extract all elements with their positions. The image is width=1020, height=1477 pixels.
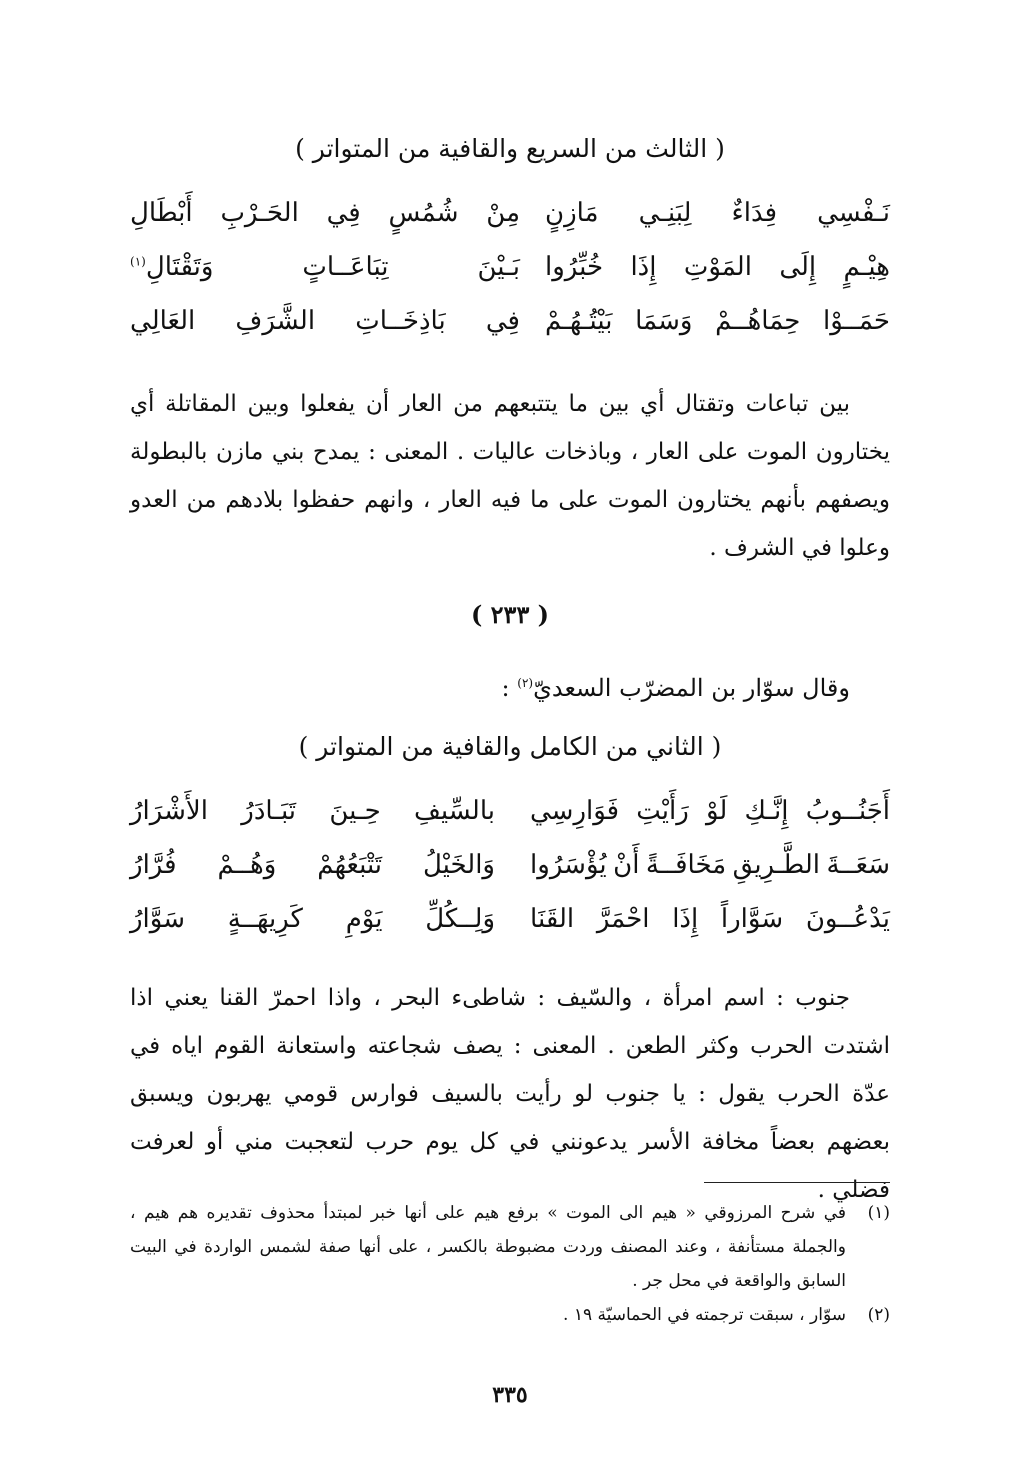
verse-word: مِنْ bbox=[486, 198, 520, 228]
verse-word: بَيْتُـهُـمْ bbox=[545, 306, 613, 336]
verse-word: كَرِيهَــةٍ bbox=[227, 904, 303, 934]
footnote-text: في شرح المرزوقي « هيم الى الموت » برفع هيم على أنها خبر لمبتدأ محذوف تقديره هم هيم ، والجملة مستأنفة ، وعند المصنف وردت مضبوطة بالكسر ، على أنها صفة لشمس الواردة في البيت السابق والواقعة في محل جر . bbox=[130, 1203, 846, 1291]
poem-number: ( ٢٣٣ ) bbox=[470, 600, 550, 629]
verse-word: هِيْـمٍ bbox=[843, 252, 890, 282]
verse-word: وَهُــمْ bbox=[217, 850, 277, 880]
footnote bbox=[130, 1196, 890, 1298]
verse-word: تَتْبَعُهُمْ bbox=[317, 850, 383, 880]
verse-word: يَوْمِ bbox=[345, 904, 383, 934]
first-hemistich bbox=[530, 784, 890, 838]
first-hemistich bbox=[530, 892, 890, 946]
verse-word: لِبَنِـي bbox=[638, 198, 692, 228]
verse-word: فُرَّارُ bbox=[130, 850, 177, 880]
verse-word: خُبِّرُوا bbox=[545, 252, 604, 282]
verse-word: تِبَاعَــاتٍ bbox=[302, 252, 389, 282]
first-hemistich bbox=[545, 186, 890, 240]
verse-word: المَوْتِ bbox=[683, 252, 752, 282]
verse-word: وَتَقْتَالِ bbox=[145, 252, 214, 282]
verse-word: نَـفْسِي bbox=[817, 198, 890, 228]
poem-1 bbox=[130, 186, 890, 348]
footnotes bbox=[130, 1196, 890, 1332]
verse-word: وَلِــكُلِّ bbox=[425, 904, 495, 934]
verse-word: يُؤْسَرُوا bbox=[530, 850, 607, 880]
verse-line bbox=[130, 784, 890, 838]
footnote-text: سوّار ، سبقت ترجمته في الحماسيّة ١٩ . bbox=[563, 1305, 846, 1325]
verse-word: إِذَا bbox=[630, 252, 657, 282]
second-hemistich bbox=[130, 892, 495, 946]
verse-word: الطَّـرِيقِ bbox=[732, 850, 820, 880]
verse-word: مَخَافَــةً bbox=[645, 850, 727, 880]
footnote-separator bbox=[704, 1182, 890, 1183]
verse-word: حَمَــوْا bbox=[823, 306, 890, 336]
verse-word: أَبْطَالِ bbox=[130, 198, 193, 228]
second-hemistich bbox=[130, 784, 495, 838]
verse-line bbox=[130, 892, 890, 946]
page-number: ٣٣٥ bbox=[492, 1382, 528, 1408]
footnote-number: (٢) bbox=[867, 1305, 890, 1325]
verse-word: العَالِي bbox=[130, 306, 196, 336]
poet-intro-suffix: : bbox=[501, 674, 518, 702]
commentary-1 bbox=[130, 380, 890, 572]
verse-word: إِلَى bbox=[779, 252, 817, 282]
first-hemistich bbox=[545, 240, 890, 294]
footnote-ref-1: (١) bbox=[130, 254, 146, 269]
verse-word: لَوْ bbox=[706, 796, 728, 826]
poem-2 bbox=[130, 784, 890, 946]
meter-heading-2: ( الثاني من الكامل والقافية من المتواتر ) bbox=[298, 732, 722, 761]
second-hemistich bbox=[130, 294, 520, 348]
footnote-number: (١) bbox=[867, 1203, 890, 1223]
verse-line bbox=[130, 838, 890, 892]
verse-word: بَاذِخَــاتِ bbox=[355, 306, 446, 336]
footnote-ref-2: (٢) bbox=[517, 676, 534, 690]
second-hemistich bbox=[130, 838, 495, 892]
poet-intro-text: وقال سوّار بن المضرّب السعديّ bbox=[533, 674, 850, 702]
verse-word-with-note bbox=[130, 240, 213, 294]
verse-word: سَعَــةَ bbox=[826, 850, 890, 880]
verse-line bbox=[130, 294, 890, 348]
verse-word: فِدَاءٌ bbox=[731, 198, 778, 228]
verse-line bbox=[130, 240, 890, 294]
verse-word: بالسِّيفِ bbox=[413, 796, 495, 826]
verse-word: فِي bbox=[485, 306, 520, 336]
verse-word: الأَشْرَارُ bbox=[130, 796, 208, 826]
verse-word: إِنَّـكِ bbox=[744, 796, 789, 826]
commentary-2 bbox=[130, 974, 890, 1214]
verse-word: رَأَيْتِ bbox=[636, 796, 689, 826]
footnote bbox=[130, 1298, 890, 1332]
poet-intro bbox=[130, 670, 850, 706]
verse-word: القَنَا bbox=[530, 904, 575, 934]
commentary-paragraph: جنوب : اسم امرأة ، والسّيف : شاطىء البحر ، واذا احمرّ القنا يعني اذا اشتدت الحرب وكثر الطعن . المعنى : يصف شجاعته واستعانة القوم اياه في عدّة الحرب يقول : يا جنوب لو رأيت بالسيف فوارس قومي يهربون ويسبق بعضهم بعضاً مخافة الأسر يدعونني في كل يوم حرب لتعجبت مني أو لعرفت فضلي . bbox=[130, 985, 890, 1203]
verse-word: وَسَمَا bbox=[635, 306, 693, 336]
verse-word: سَوَّارُ bbox=[130, 904, 185, 934]
verse-word: أَجَنُــوبُ bbox=[805, 796, 890, 826]
verse-word: فَوَارِسِي bbox=[530, 796, 620, 826]
verse-word: مَازِنٍ bbox=[545, 198, 599, 228]
verse-word: أَنْ bbox=[613, 850, 640, 880]
verse-word: بَـيْنَ bbox=[477, 252, 520, 282]
verse-word: يَدْعُــونَ bbox=[805, 904, 890, 934]
second-hemistich bbox=[130, 186, 520, 240]
verse-word: الشَّرَفِ bbox=[235, 306, 316, 336]
first-hemistich bbox=[545, 294, 890, 348]
second-hemistich bbox=[130, 240, 520, 294]
verse-word: حِمَاهُــمْ bbox=[715, 306, 801, 336]
verse-word: وَالخَيْلُ bbox=[422, 850, 495, 880]
verse-word: سَوَّاراً bbox=[720, 904, 784, 934]
verse-word: شُمُسٍ bbox=[388, 198, 459, 228]
meter-heading-1: ( الثالث من السريع والقافية من المتواتر ) bbox=[295, 134, 725, 163]
verse-word: تَبَـادَرُ bbox=[241, 796, 297, 826]
first-hemistich bbox=[530, 838, 890, 892]
commentary-paragraph: بين تباعات وتقتال أي بين ما يتتبعهم من العار أن يفعلوا وبين المقاتلة أي يختارون الموت على العار ، وباذخات عاليات . المعنى : يمدح بني مازن بالبطولة ويصفهم بأنهم يختارون الموت على ما فيه العار ، وانهم حفظوا بلادهم من العدو وعلوا في الشرف . bbox=[130, 391, 890, 561]
verse-word: الحَـرْبِ bbox=[220, 198, 299, 228]
verse-word: حِـينَ bbox=[329, 796, 381, 826]
verse-word: احْمَرَّ bbox=[596, 904, 650, 934]
verse-line bbox=[130, 186, 890, 240]
verse-word: إِذَا bbox=[672, 904, 699, 934]
verse-word: فِي bbox=[326, 198, 361, 228]
